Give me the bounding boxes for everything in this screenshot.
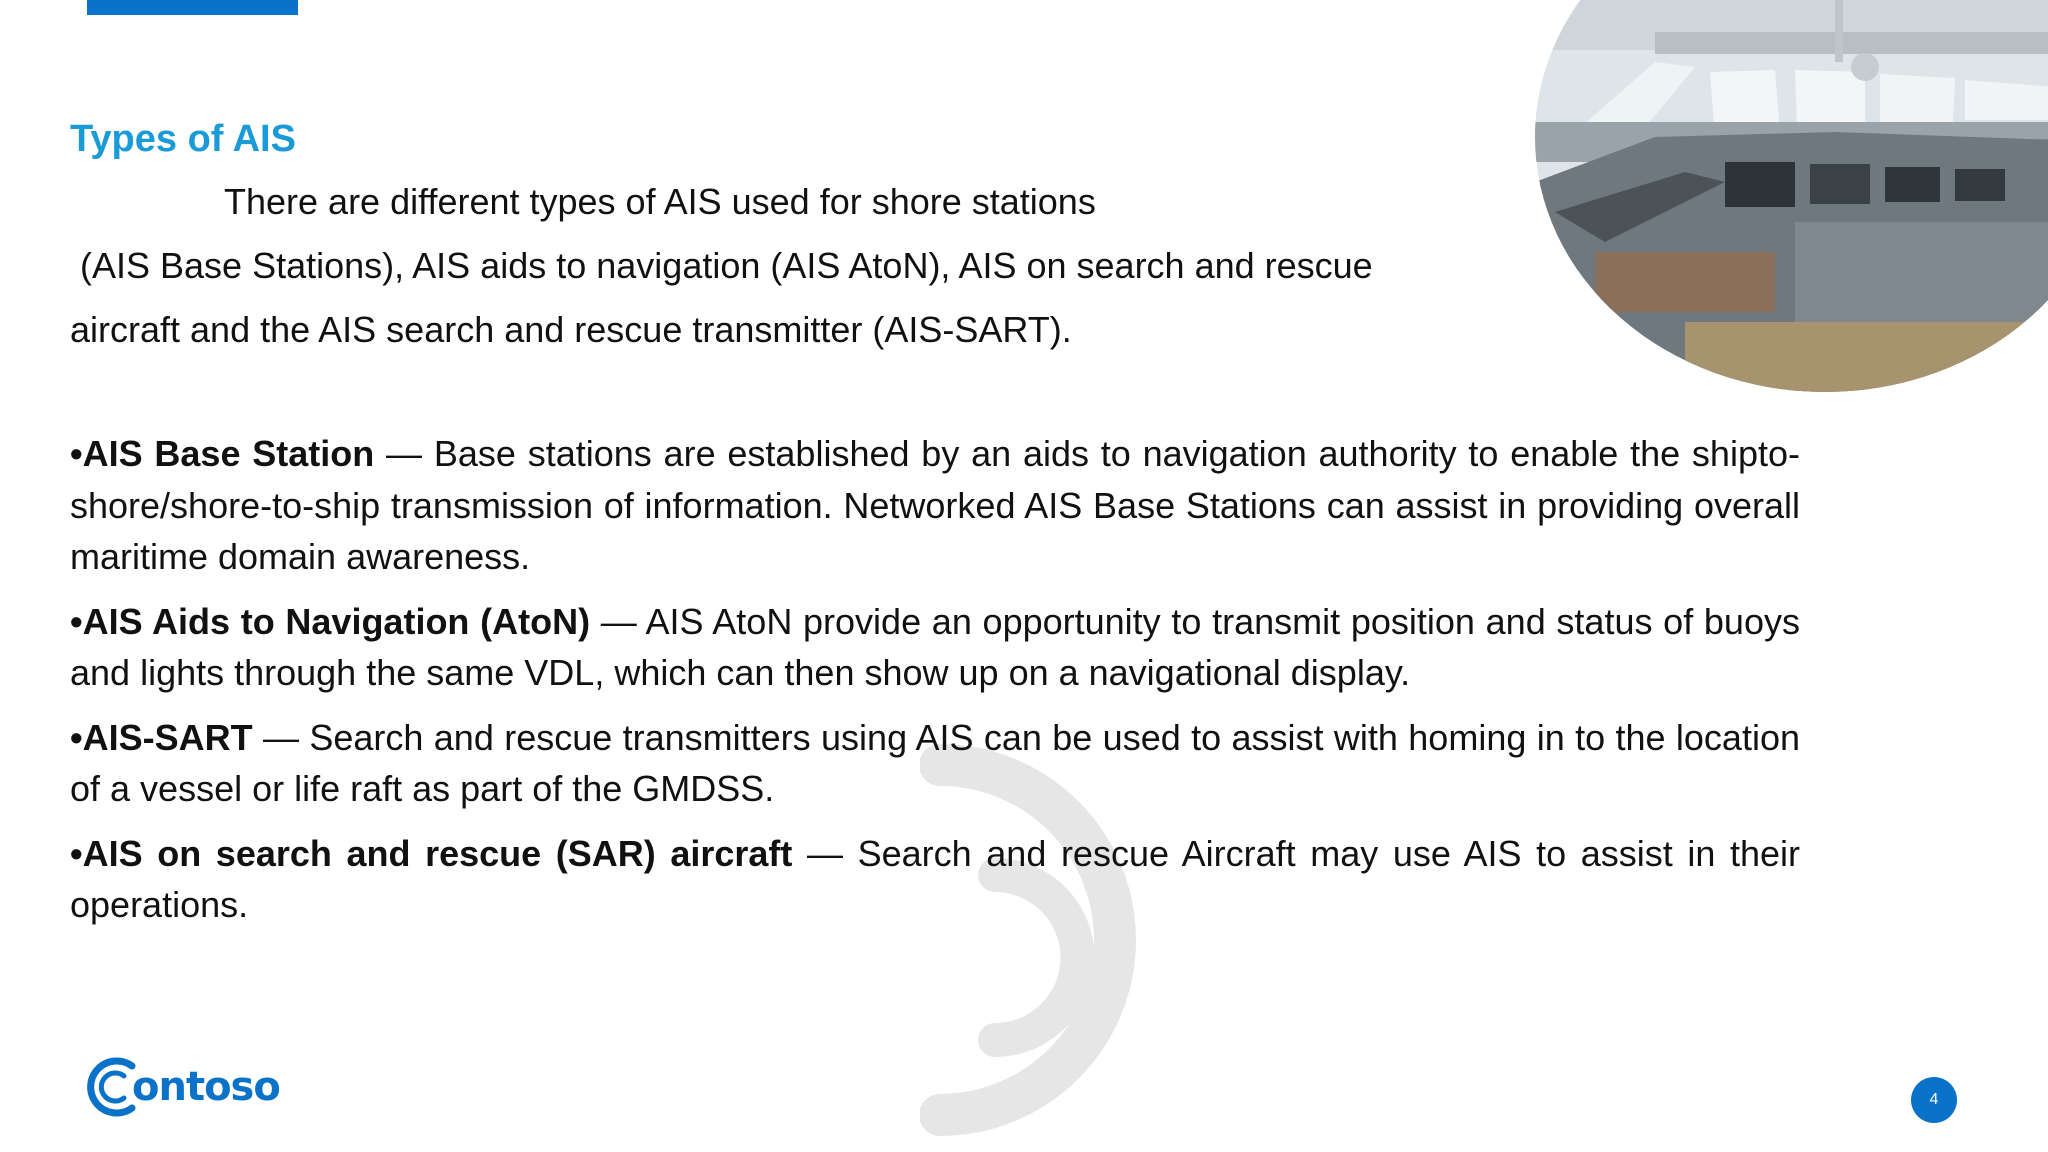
bullet-list — [70, 428, 1800, 944]
ship-bridge-photo — [1535, 0, 2048, 392]
bullet-term: •AIS Aids to Navigation (AtoN) — [70, 600, 591, 642]
page-number-badge: 4 — [1911, 1077, 1957, 1123]
logo-text: ontoso — [132, 1064, 280, 1110]
intro-line-1: There are different types of AIS used for shore stations — [224, 181, 1096, 222]
bullet-base-station — [70, 428, 1800, 583]
intro-line-3: aircraft and the AIS search and rescue transmitter (AIS-SART). — [70, 309, 1072, 350]
intro-paragraph — [70, 170, 1490, 362]
bullet-aton — [70, 596, 1800, 699]
bullet-term: •AIS-SART — [70, 716, 253, 758]
bullet-text: — Search and rescue Aircraft may use AIS to assist in their operations. — [70, 832, 1801, 925]
bullet-text: — Search and rescue transmitters using AIS can be used to assist with homing in to the location of a vessel or life raft as part of the GMDSS. — [70, 716, 1800, 809]
intro-line-2: (AIS Base Stations), AIS aids to navigation (AIS AtoN), AIS on search and rescue — [80, 245, 1373, 286]
contoso-c-logo-icon — [84, 1054, 144, 1120]
bullet-text: — AIS AtoN provide an opportunity to transmit position and status of buoys and lights through the same VDL, which can then show up on a navigational display. — [70, 600, 1800, 693]
bullet-sar-aircraft — [70, 828, 1800, 931]
bullet-term: •AIS on search and rescue (SAR) aircraft — [70, 832, 793, 874]
bullet-term: •AIS Base Station — [70, 433, 375, 474]
bullet-text: — Base stations are established by an aids to navigation authority to enable the shipto-shore/shore-to-ship transmission of information. Networked AIS Base Stations can assist in providing overall maritime domain awareness. — [70, 433, 1800, 577]
contoso-logo — [84, 1052, 280, 1122]
bullet-ais-sart — [70, 712, 1800, 815]
slide-title: Types of AIS — [70, 118, 296, 160]
top-accent-bar — [87, 0, 298, 15]
